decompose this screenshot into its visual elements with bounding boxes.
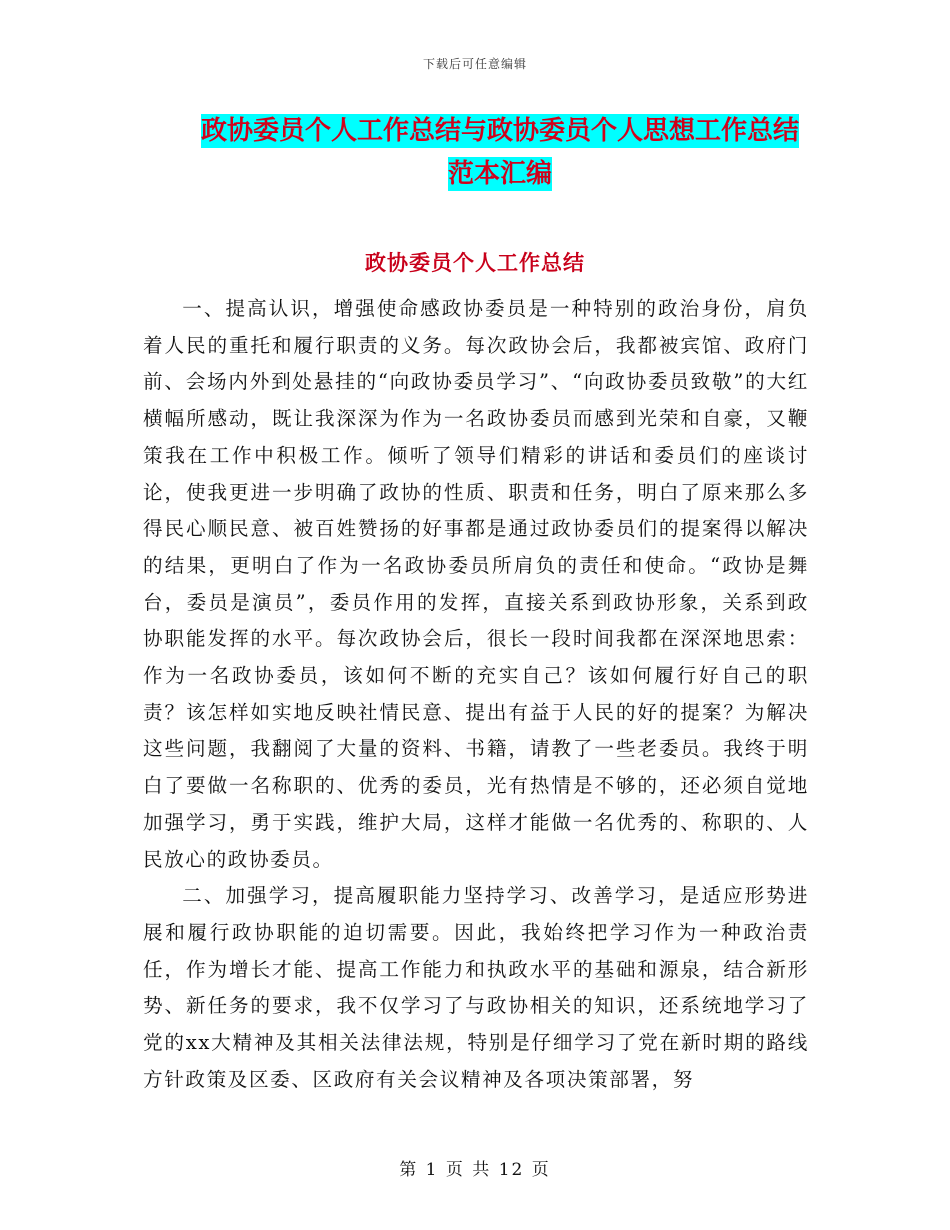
section-title: 政协委员个人工作总结 [365, 250, 585, 275]
paragraph-2: 二、加强学习，提高履职能力坚持学习、改善学习，是适应形势进展和履行政协职能的迫切需要。因此，我始终把学习作为一种政治责任，作为增长才能、提高工作能力和执政水平的基础和源泉，结合新形势、新任务的要求，我不仅学习了与政协相关的知识，还系统地学习了党的xx大精神及其相关法律法规，特别是仔细学习了党在新时期的路线方针政策及区委、区政府有关会议精神及各项决策部署，努 [143, 884, 809, 1091]
document-title [140, 110, 860, 196]
body-text [143, 291, 809, 1098]
page-number: 第 1 页 共 12 页 [399, 1160, 551, 1180]
paragraph-1: 一、提高认识，增强使命感政协委员是一种特别的政治身份，肩负着人民的重托和履行职责的义务。每次政协会后，我都被宾馆、政府门前、会场内外到处悬挂的“向政协委员学习”、“向政协委员致敬”的大红横幅所感动，既让我深深为作为一名政协委员而感到光荣和自豪，又鞭策我在工作中积极工作。倾听了领导们精彩的讲话和委员们的座谈讨论，使我更进一步明确了政协的性质、职责和任务，明白了原来那么多得民心顺民意、被百姓赞扬的好事都是通过政协委员们的提案得以解决的结果，更明白了作为一名政协委员所肩负的责任和使命。“政协是舞台，委员是演员”，委员作用的发挥，直接关系到政协形象，关系到政协职能发挥的水平。每次政协会后，很长一段时间我都在深深地思索：作为一名政协委员，该如何不断的充实自己？该如何履行好自己的职责？该怎样如实地反映社情民意、提出有益于人民的好的提案？为解决这些问题，我翻阅了大量的资料、书籍，请教了一些老委员。我终于明白了要做一名称职的、优秀的委员，光有热情是不够的，还必须自觉地加强学习，勇于实践，维护大局，这样才能做一名优秀的、称职的、人民放心的政协委员。 [143, 297, 809, 871]
document-title-line-2: 范本汇编 [447, 159, 552, 189]
header-note: 下载后可任意编辑 [422, 57, 527, 71]
document-title-line-1: 政协委员个人工作总结与政协委员个人思想工作总结 [200, 116, 799, 146]
